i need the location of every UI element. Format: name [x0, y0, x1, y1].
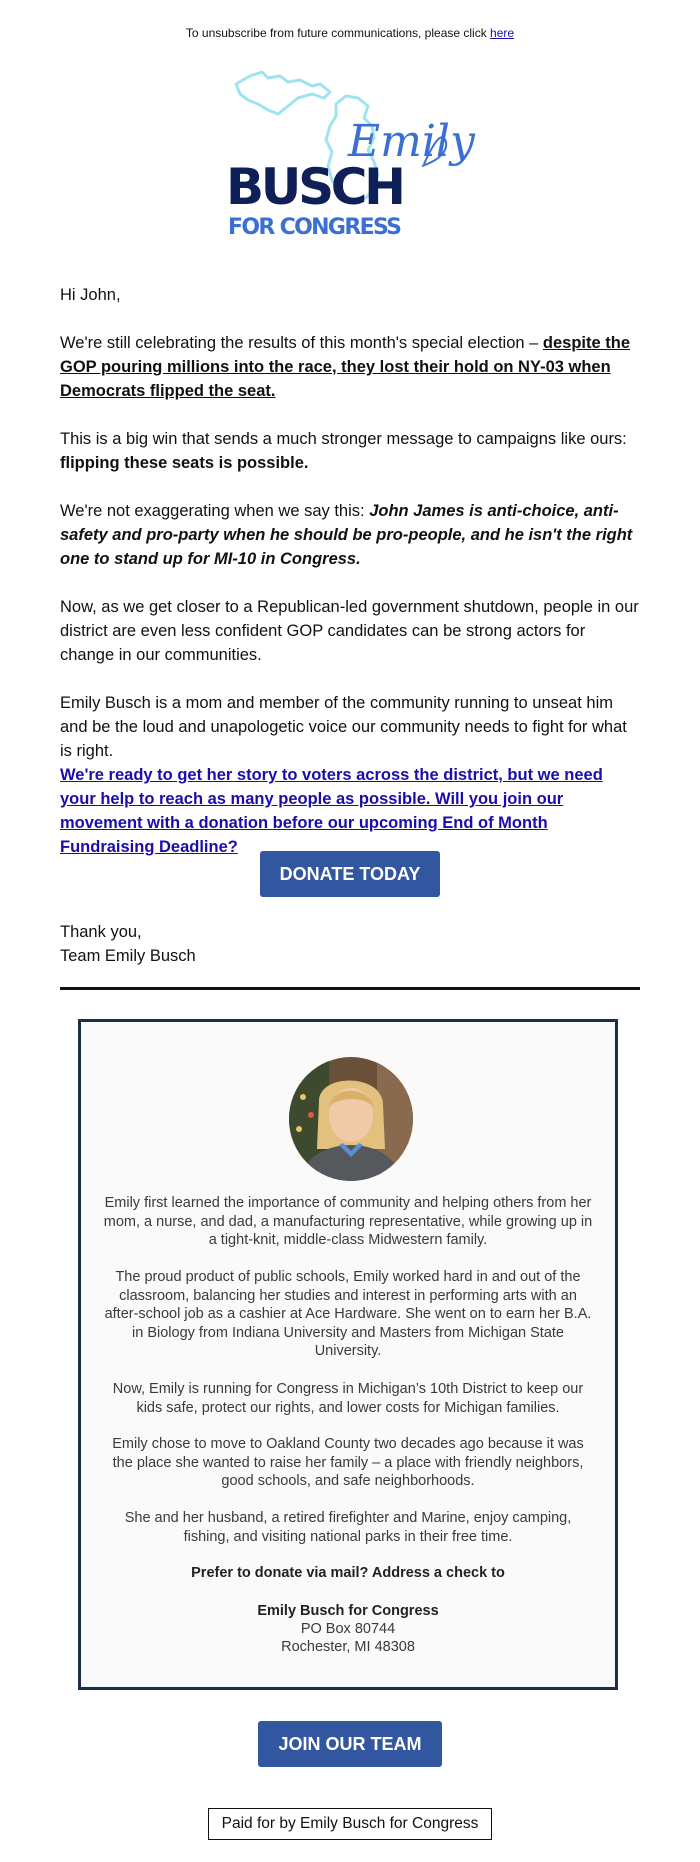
logo-script-name: Emily	[348, 116, 475, 167]
paragraph-1-link[interactable]: despite the GOP pouring millions into the race, they lost their hold on NY-03 when Democrats flipped the seat.	[60, 334, 631, 400]
mailing-address-line-1: PO Box 80744	[300, 1621, 396, 1637]
paragraph-1-text: We're still celebrating the results of this month's special election –	[60, 334, 543, 352]
paragraph-5: Emily Busch is a mom and member of the community running to unseat him and be the loud and unapologetic voice our community needs to fight for what is right.	[60, 694, 627, 760]
logo-tagline: FOR CONGRESS	[228, 215, 404, 240]
sign-off-thanks: Thank you,	[60, 923, 142, 941]
donation-ask-paragraph	[60, 763, 640, 859]
paragraph-2-text: This is a big win that sends a much stronger message to campaigns like ours:	[60, 430, 627, 448]
greeting: Hi John,	[60, 286, 121, 304]
donation-ask-link[interactable]: We're ready to get her story to voters across the district, but we need your help to reach as many people as possible. Will you join our movement with a donation before our upcoming End of Month Fundraising Deadline?	[60, 766, 603, 856]
paragraph-4: Now, as we get closer to a Republican-led government shutdown, people in our district are even less confident GOP candidates can be strong actors for change in our communities.	[60, 598, 639, 664]
candidate-photo	[289, 1057, 413, 1181]
unsubscribe-line	[0, 26, 700, 40]
unsubscribe-text: To unsubscribe from future communications, please click	[185, 26, 491, 40]
mailing-address-line-2: Rochester, MI 48308	[281, 1639, 415, 1655]
logo-surname: BUSCH	[228, 158, 406, 216]
mailing-address-name: Emily Busch for Congress	[257, 1603, 439, 1619]
section-divider	[60, 987, 640, 990]
bio-paragraph-3: Now, Emily is running for Congress in Michigan’s 10th District to keep our kids safe, protect our rights, and lower costs for Michigan families.	[112, 1381, 584, 1416]
unsubscribe-link[interactable]: here	[490, 26, 515, 40]
paragraph-1	[60, 331, 640, 403]
bio-paragraph-5: She and her husband, a retired firefighter and Marine, enjoy camping, fishing, and visiting national parks in their free time.	[124, 1510, 572, 1545]
sign-off-team: Team Emily Busch	[60, 947, 196, 965]
paragraph-3-bold-italic: John James is anti-choice, anti-safety and pro-party when he should be pro-people, and he isn't the right one to stand up for MI-10 in Congress.	[60, 502, 633, 568]
bio-paragraph-2: The proud product of public schools, Emily worked hard in and out of the classroom, balancing her studies and interest in performing arts with an after-school job as a cashier at Ace Hardware. She went on to earn her B.A. in Biology from Indiana University and Masters from Michigan State University.	[104, 1269, 592, 1359]
campaign-logo	[228, 70, 482, 246]
bio-paragraph-4: Emily chose to move to Oakland County two decades ago because it was the place she wanted to raise her family – a place with friendly neighbors, good schools, and safe neighborhoods.	[112, 1436, 584, 1489]
paragraph-3	[60, 499, 640, 571]
paragraph-2-bold: flipping these seats is possible.	[60, 454, 309, 472]
paragraph-3-text: We're not exaggerating when we say this:	[60, 502, 370, 520]
paid-for-disclaimer: Paid for by Emily Busch for Congress	[208, 1808, 492, 1840]
donate-today-button[interactable]: DONATE TODAY	[260, 851, 440, 897]
join-our-team-button[interactable]: JOIN OUR TEAM	[258, 1721, 442, 1767]
michigan-outline-logo	[228, 70, 482, 246]
paragraph-2	[60, 427, 640, 475]
mail-donation-prompt: Prefer to donate via mail? Address a check to	[191, 1565, 505, 1581]
bio-paragraph-1: Emily first learned the importance of community and helping others from her mom, a nurse, and dad, a manufacturing representative, while growing up in a tight-knit, middle-class Midwestern family.	[103, 1195, 593, 1248]
bio-card	[78, 1019, 618, 1690]
candidate-avatar	[289, 1057, 413, 1181]
